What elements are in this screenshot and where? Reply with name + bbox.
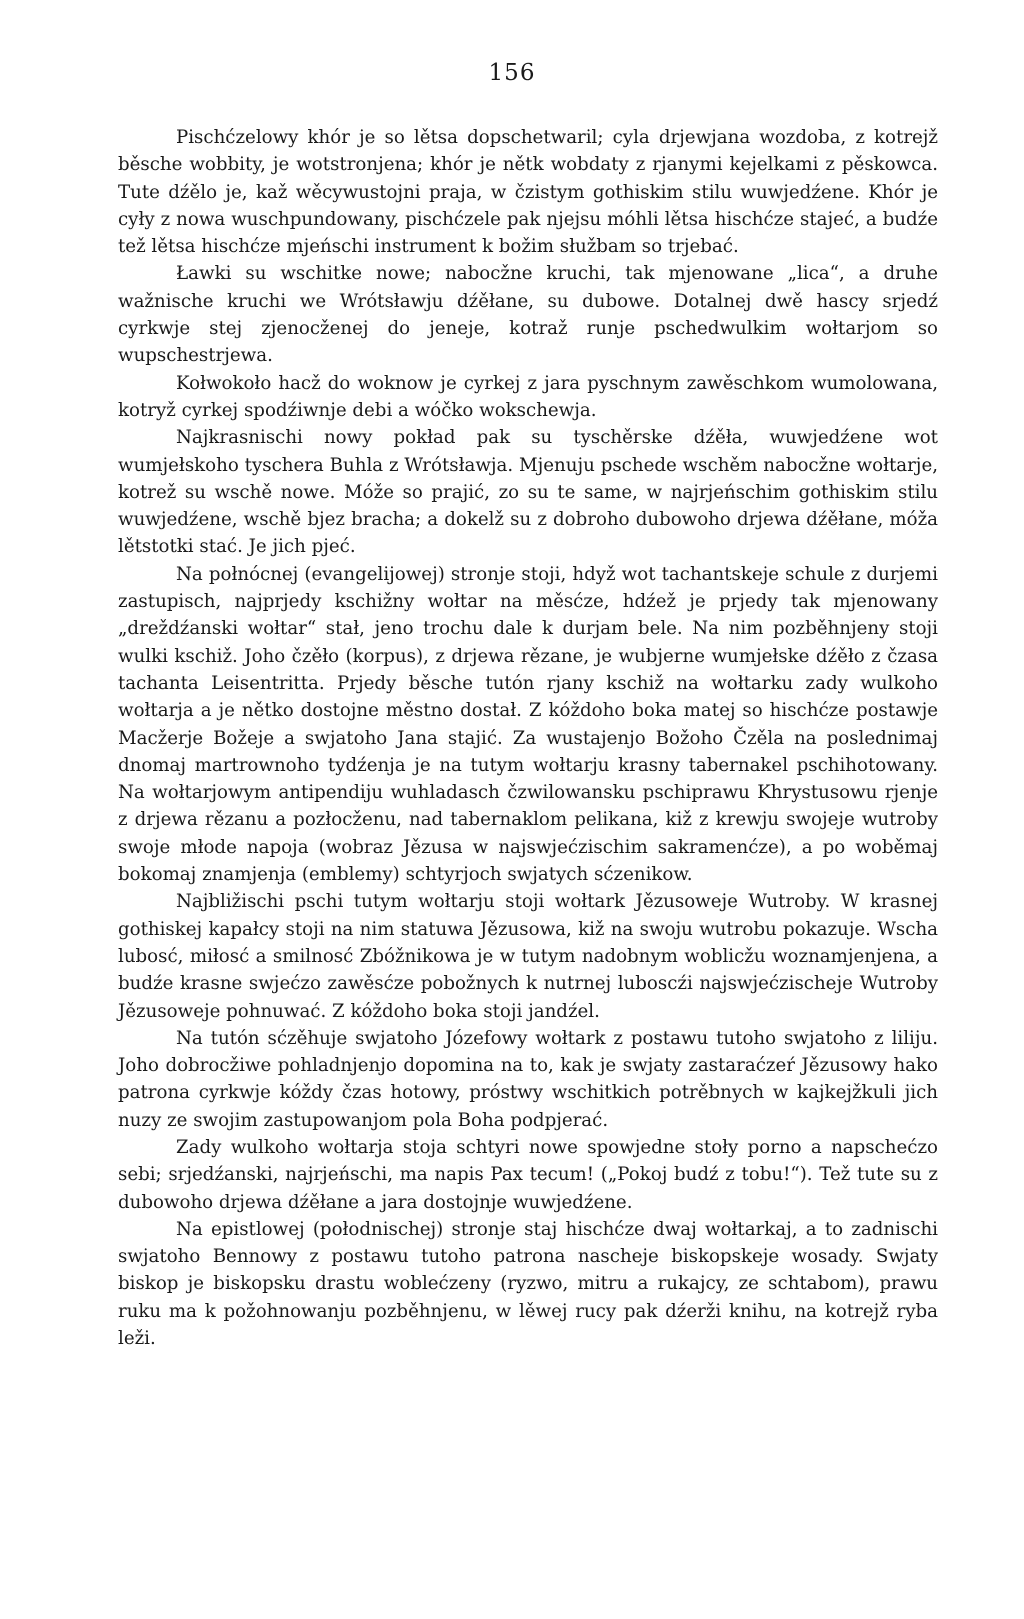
- paragraph-benno-altar: Na epistlowej (połodnischej) stronje staj hischćze dwaj wołtarkaj, a to zadnischi swjatoho Bennowy z postawu tutoho patrona nascheje biskopskeje wosady. Swjaty biskop je biskopsku drastu woblećzeny (ryzwo, mitru a rukajcy, ze schtabom), prawu ruku ma k požohnowanju pozběhnjenu, w lěwej rucy pak dźerži knihu, na kotrejž ryba leži.: [118, 1218, 938, 1350]
- paragraph-choir: Pischćzelowy khór je so lětsa dopschetwaril; cyla drjewjana wozdoba, z kotrejž běsche wobbity, je wotstronjena; khór je nětk wobdaty z rjanymi kejelkami z pěskowca. Tute dźělo je, kaž wěcywustojni praja, w čzistym gothiskim stilu wuwjedźene. Khór je cyły z nowa wuschpundowany, pischćzele pak njejsu móhli lětsa hischćze stajeć, a budźe tež lětsa hischćze mjeńschi instrument k božim słužbam so trjebać.: [118, 127, 938, 258]
- paragraph-joseph-altar: Na tutón sćzěhuje swjatoho Józefowy wołtark z postawu tutoho swjatoho z liliju. Joho dobrocžiwe pohladnjenjo dopomina na to, kak je swjaty zastaraćzeŕ Jězusowy hako patrona cyrkwje kóždy čzas hotowy, próstwy wschitkich potrěbnych w kajkejžkuli jich nuzy ze swojim zastupowanjom pola Boha podpjerać.: [118, 1027, 938, 1131]
- paragraph-sacred-heart-altar: Najbližischi pschi tutym wołtarju stoji wołtark Jězusoweje Wutroby. W krasnej gothiskej kapałcy stoji na nim statuwa Jězusowa, kiž na swoju wutrobu pokazuje. Wscha lubosć, miłosć a smilnosć Zbóžnikowa je w tutym nadobnym woblicžu woznamjenjena, a budźe krasne swjećzo zawěsćze pobožnych k nutrnej luboscźi najswjećzischeje Wutroby Jězusoweje pohnuwać. Z kóždoho boka stoji jandźel.: [118, 891, 938, 1022]
- body-text: [118, 124, 938, 1352]
- page-number: 156: [488, 60, 536, 86]
- paragraph-confessionals: Zady wulkoho wołtarja stoja schtyri nowe spowjedne stoły porno a napschećzo sebi; srjedźanski, najrjeńschi, ma napis Pax tecum! („Pokoj budź z tobu!“). Tež tute su z dubowoho drjewa dźěłane a jara dostojnje wuwjedźene.: [118, 1136, 938, 1213]
- paragraph-pews: Ławki su wschitke nowe; nabocžne kruchi, tak mjenowane „lica“, a druhe wažnische kruchi we Wrótsławju dźěłane, su dubowe. Dotalnej dwě hascy srjedź cyrkwje stej zjenocženej do jeneje, kotraž runje pschedwulkim wołtarjom so wupschestrjewa.: [118, 263, 938, 367]
- paragraph-cross-altar: Na połnócnej (evangelijowej) stronje stoji, hdyž wot tachantskeje schule z durjemi zastupisch, najprjedy kschižny wołtar na měsćze, hdźež je prjedy tak mjenowany „dreždźanski wołtar“ stał, jeno trochu dale k durjam bele. Na nim pozběhnjeny stoji wulki kschiž. Joho čzěło (korpus), z drjewa rězane, je wubjerne wumjełske dźěło z čzasa tachanta Leisentritta. Prjedy běsche tutón rjany kschiž na wołtarku zady wulkoho wołtarja a je nětko dostojne městno dostał. Z kóždoho boka matej so hischćze postawje Macžerje Božeje a swjatoho Jana stajić. Za wustajenjo Božoho Čzěla na poslednimaj dnomaj martrownoho tydźenja je na tutym wołtarju krasny tabernakel pschihotowany. Na wołtarjowym antipendiju wuhladasch čzwilowansku pschiprawu Khrystusowu rjenje z drjewa rězanu a pozłocženu, nad tabernaklom pelikana, kiž z krewju swojeje wutroby swoje młode napoja (wobraz Jězusa w najswjećzischim sakramenćze), a po woběmaj bokomaj znamjenja (emblemy) schtyrjoch swjatych sćzenikow.: [118, 563, 938, 886]
- paragraph-paintwork: Kołwokoło hacž do woknow je cyrkej z jara pyschnym zawěschkom wumolowana, kotryž cyrkej spodźiwnje debi a wóčko wokschewja.: [118, 372, 938, 421]
- paragraph-carpentry: Najkrasnischi nowy pokład pak su tyschěrske dźěła, wuwjedźene wot wumjełskoho tyschera Buhla z Wrótsławja. Mjenuju pschede wschěm nabocžne wołtarje, kotrež su wschě nowe. Móže so prajić, zo su te same, w najrjeńschim gothiskim stilu wuwjedźene, wschě bjez bracha; a dokelž su z dobroho dubowoho drjewa dźěłane, móža lětstotki stać. Je jich pjeć.: [118, 427, 938, 558]
